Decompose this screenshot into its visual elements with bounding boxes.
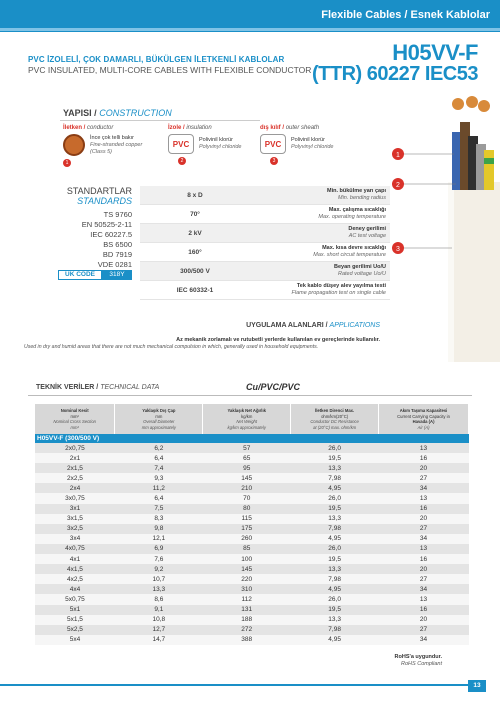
part-insulation [168, 125, 242, 165]
standards-heading-en: STANDARDS [77, 196, 132, 206]
part-outer-sheath [260, 125, 334, 165]
yellow-green-core [484, 150, 494, 190]
standard-item: EN 50525-2-11 [81, 220, 132, 229]
part-label [168, 125, 242, 131]
table-cell: 6,9 [115, 544, 203, 554]
part-text-tr: İnce çok telli bakır [90, 134, 135, 141]
table-cell: 7,5 [115, 504, 203, 514]
properties-table [140, 186, 390, 300]
part-label-en: conductor [87, 125, 114, 131]
table-cell: 3x1 [35, 504, 115, 514]
property-desc [250, 186, 390, 204]
table-cell: 13,3 [291, 514, 379, 524]
property-desc-tr: Deney gerilimi [348, 226, 386, 232]
table-cell: 19,5 [291, 554, 379, 564]
table-cell: 145 [203, 473, 291, 483]
applications-block [24, 322, 390, 350]
column-header-en: Net Weight [236, 419, 258, 424]
product-code-line2: (TTR) 60227 IEC53 [311, 63, 478, 85]
table-cell: 27 [379, 574, 469, 584]
table-cell: 10,8 [115, 615, 203, 625]
table-cell: 3x0,75 [35, 493, 115, 503]
table-cell: 6,2 [115, 443, 203, 453]
table-row [35, 473, 469, 483]
rohs-en: RoHS Compliant [401, 661, 442, 667]
product-code-line1: H05VV-F [392, 40, 478, 65]
table-cell: 13,3 [291, 463, 379, 473]
column-header-unit: Current Carrying Capacity in [397, 413, 450, 419]
group-row [35, 434, 469, 443]
property-desc-tr: Min. bükülme yarı çapı [327, 188, 386, 194]
applications-text-en: Used in dry and humid areas that there are not much mechanical compulsion in which, generally used in household equipments. [24, 344, 319, 350]
table-cell: 5x1,5 [35, 615, 115, 625]
green-stripe [484, 158, 494, 164]
cable-marker-3-label: 3 [396, 246, 400, 253]
applications-text-tr: Az mekanik zorlamalı ve rutubetli yerlerde kullanılan ev gereçlerinde kullanılır. [176, 337, 380, 343]
table-cell: 8,6 [115, 594, 203, 604]
table-cell: 4x1,5 [35, 564, 115, 574]
tech-data-title-tr: TEKNİK VERİLER / [36, 384, 99, 391]
property-desc-en: Max. short circuit temperature [313, 252, 386, 258]
column-header-tr: Yaklaşık Dış Çap [142, 408, 176, 413]
table-cell: 26,0 [291, 443, 379, 453]
column-header-tr: Akım Taşıma Kapasitesi [399, 408, 448, 413]
rohs-tr: RoHS'a uygundur. [394, 654, 442, 660]
table-cell: 3x2,5 [35, 524, 115, 534]
table-cell: 4x4 [35, 584, 115, 594]
standard-item: TS 9760 [103, 210, 132, 219]
table-cell: 4,95 [291, 584, 379, 594]
table-cell: 34 [379, 584, 469, 594]
standards-list [60, 210, 132, 270]
table-cell: 112 [203, 594, 291, 604]
property-value: 70° [190, 210, 200, 218]
property-desc [250, 243, 390, 261]
table-cell: 5x4 [35, 635, 115, 645]
table-cell: 4x1 [35, 554, 115, 564]
property-value: IEC 60332-1 [176, 286, 214, 294]
table-cell: 13 [379, 594, 469, 604]
product-description [28, 55, 318, 75]
part-label-en: insulation [186, 125, 212, 131]
applications-heading-en: APPLICATIONS [329, 322, 380, 329]
property-desc-tr: Tek kablo düşey alev yayılma testi [296, 283, 386, 289]
property-value: 300/500 V [180, 267, 210, 275]
column-header-unit: ohm/km(20°C) [321, 413, 349, 419]
property-desc-en: Min. bending radius [337, 195, 386, 201]
table-cell: 27 [379, 625, 469, 635]
table-cell: 4,95 [291, 635, 379, 645]
construction-heading-tr: YAPISI / [63, 108, 97, 118]
technical-data-table [35, 404, 469, 645]
copper-end-icon [466, 96, 478, 108]
table-cell: 80 [203, 504, 291, 514]
property-desc-en: Max. operating temperature [318, 214, 386, 220]
table-cell: 34 [379, 635, 469, 645]
table-cell: 4,95 [291, 534, 379, 544]
table-cell: 11,2 [115, 483, 203, 493]
part-text [291, 137, 334, 151]
column-header-en-unit: Air (A) [417, 424, 430, 430]
table-cell: 20 [379, 463, 469, 473]
property-desc-en: Rated voltage Uo/U [338, 271, 386, 277]
table-cell: 10,7 [115, 574, 203, 584]
table-cell: 2x2,5 [35, 473, 115, 483]
table-cell: 9,8 [115, 524, 203, 534]
column-header [379, 404, 469, 434]
column-header [115, 404, 203, 434]
standard-item: BS 6500 [103, 240, 132, 249]
table-cell: 19,5 [291, 605, 379, 615]
property-desc-en: Flame propagation test on single cable [291, 290, 386, 296]
column-header-unit: kg/km [241, 413, 253, 419]
table-cell: 3x4 [35, 534, 115, 544]
table-cell: 4x0,75 [35, 544, 115, 554]
property-value: 160° [188, 248, 202, 256]
part-text [90, 135, 142, 156]
part-label [63, 125, 142, 131]
part-label-en: outer sheath [285, 125, 320, 131]
property-row [140, 243, 390, 262]
column-header-tr: İletken Direnci Max. [315, 408, 355, 413]
material-label: Cu/PVC/PVC [246, 382, 301, 392]
property-desc-en: AC test voltage [348, 233, 386, 239]
property-row [140, 224, 390, 243]
table-cell: 13 [379, 493, 469, 503]
table-cell: 16 [379, 554, 469, 564]
table-cell: 27 [379, 524, 469, 534]
applications-heading [24, 322, 380, 329]
table-cell: 7,98 [291, 625, 379, 635]
table-cell: 6,4 [115, 453, 203, 463]
property-desc [250, 205, 390, 223]
column-header-unit: mm [155, 413, 163, 419]
table-row [35, 594, 469, 604]
table-cell: 9,2 [115, 564, 203, 574]
standard-item: VDE 0281 [97, 260, 132, 269]
table-cell: 188 [203, 615, 291, 625]
copper-end-icon [478, 100, 490, 112]
table-row [35, 554, 469, 564]
header-divider [0, 28, 500, 31]
cable-highlight [448, 182, 454, 362]
column-header-en: Overall Diameter [143, 419, 175, 424]
property-value: 8 x D [187, 191, 203, 199]
table-cell: 14,7 [115, 635, 203, 645]
table-cell: 310 [203, 584, 291, 594]
uk-code-value: 318Y [102, 270, 132, 280]
table-cell: 95 [203, 463, 291, 473]
part-number-badge: 1 [63, 159, 71, 167]
table-cell: 5x1 [35, 605, 115, 615]
part-text-en: Polyvinyl chloride [291, 144, 334, 150]
table-cell: 20 [379, 615, 469, 625]
column-header-tr: Nominal Kesit [60, 408, 89, 413]
column-header-tr: Yaklaşık Net Ağırlık [227, 408, 266, 413]
table-row [35, 493, 469, 503]
column-header-en: Nominal Cross Section [53, 419, 96, 424]
table-cell: 26,0 [291, 544, 379, 554]
property-desc-tr: Max. çalışma sıcaklığı [328, 207, 386, 213]
table-row [35, 524, 469, 534]
table-cell: 19,5 [291, 504, 379, 514]
table-cell: 5x2,5 [35, 625, 115, 635]
column-header-en-unit: kg/km approximately [227, 424, 266, 430]
uk-code-label: UK CODE [58, 270, 102, 280]
pvc-icon: PVC [168, 134, 194, 154]
column-header [203, 404, 291, 434]
page-number: 13 [468, 680, 486, 692]
table-cell: 19,5 [291, 453, 379, 463]
table-cell: 2x4 [35, 483, 115, 493]
table-cell: 12,7 [115, 625, 203, 635]
table-cell: 65 [203, 453, 291, 463]
property-desc [250, 262, 390, 280]
table-cell: 2x1 [35, 453, 115, 463]
table-cell: 2x1,5 [35, 463, 115, 473]
part-text-en-class: (Class 5) [90, 148, 113, 155]
table-cell: 34 [379, 534, 469, 544]
column-header-en-unit: mm approximately [141, 424, 176, 430]
part-text-tr: Polivinil klorür [199, 137, 233, 143]
group-label: H05VV-F (300/500 V) [35, 434, 469, 443]
property-desc [250, 281, 390, 299]
table-cell: 131 [203, 605, 291, 615]
applications-heading-tr: UYGULAMA ALANLARI / [246, 322, 328, 329]
table-row [35, 635, 469, 645]
table-row [35, 453, 469, 463]
table-cell: 145 [203, 564, 291, 574]
table-cell: 16 [379, 504, 469, 514]
property-row [140, 262, 390, 281]
copper-end-icon [452, 98, 464, 110]
product-code [312, 40, 478, 86]
tech-data-header [28, 378, 472, 396]
table-row [35, 584, 469, 594]
tech-data-title [36, 384, 159, 391]
property-value: 2 kV [188, 229, 202, 237]
column-header-en: Havada (A) [412, 419, 435, 424]
table-row [35, 605, 469, 615]
construction-divider [60, 120, 260, 121]
table-row [35, 514, 469, 524]
table-cell: 260 [203, 534, 291, 544]
table-cell: 13,3 [291, 564, 379, 574]
table-cell: 27 [379, 473, 469, 483]
property-desc-tr: Beyan gerilimi Uo/U [334, 264, 386, 270]
table-cell: 6,4 [115, 493, 203, 503]
table-row [35, 564, 469, 574]
table-cell: 16 [379, 453, 469, 463]
table-cell: 85 [203, 544, 291, 554]
table-cell: 26,0 [291, 493, 379, 503]
part-text-en: Fine-stranded copper [90, 141, 143, 148]
table-cell: 57 [203, 443, 291, 453]
cable-marker-1-label: 1 [396, 152, 400, 159]
standard-item: IEC 60227.5 [90, 230, 132, 239]
tech-data-title-en: TECHNICAL DATA [100, 384, 160, 391]
table-cell: 100 [203, 554, 291, 564]
part-body [260, 134, 334, 154]
uk-code-badge [58, 270, 132, 280]
cable-illustration [392, 92, 500, 362]
table-cell: 34 [379, 483, 469, 493]
property-desc-tr: Max. kısa devre sıcaklığı [322, 245, 386, 251]
table-cell: 13 [379, 443, 469, 453]
cable-marker-2-label: 2 [396, 182, 400, 189]
table-cell: 13,3 [115, 584, 203, 594]
column-header-en-unit: at (20°C) max. ohm/km [313, 424, 357, 430]
table-cell: 3x1,5 [35, 514, 115, 524]
standard-item: BD 7919 [102, 250, 132, 259]
table-cell: 175 [203, 524, 291, 534]
table-cell: 4x2,5 [35, 574, 115, 584]
column-header-en: Conductor DC Resistance [310, 419, 359, 424]
table-cell: 388 [203, 635, 291, 645]
table-row [35, 534, 469, 544]
table-cell: 5x0,75 [35, 594, 115, 604]
table-row [35, 625, 469, 635]
rohs-note [395, 654, 442, 668]
pvc-icon: PVC [260, 134, 286, 154]
part-label-tr: İzole / [168, 125, 185, 131]
table-cell: 7,98 [291, 524, 379, 534]
part-text [199, 137, 242, 151]
standards-heading-tr: STANDARTLAR [66, 186, 132, 196]
property-desc [250, 224, 390, 242]
footer-divider [0, 684, 470, 686]
construction-heading [63, 108, 172, 118]
table-cell: 2x0,75 [35, 443, 115, 453]
table-cell: 9,1 [115, 605, 203, 615]
property-row [140, 205, 390, 224]
table-cell: 20 [379, 514, 469, 524]
table-cell: 7,98 [291, 473, 379, 483]
table-cell: 13,3 [291, 615, 379, 625]
table-cell: 20 [379, 564, 469, 574]
table-row [35, 574, 469, 584]
table-row [35, 463, 469, 473]
table-row [35, 504, 469, 514]
table-cell: 70 [203, 493, 291, 503]
part-number-badge: 2 [178, 157, 186, 165]
construction-heading-en: CONSTRUCTION [99, 108, 172, 118]
table-cell: 115 [203, 514, 291, 524]
table-cell: 7,6 [115, 554, 203, 564]
description-en: PVC INSULATED, MULTI-CORE CABLES WITH FLEXIBLE CONDUCTOR [28, 65, 312, 75]
column-header-unit: mm² [70, 413, 79, 419]
column-header [35, 404, 115, 434]
part-number-badge: 3 [270, 157, 278, 165]
header-bar [0, 0, 500, 32]
table-cell: 272 [203, 625, 291, 635]
part-body [63, 134, 142, 156]
table-cell: 7,4 [115, 463, 203, 473]
column-header [291, 404, 379, 434]
table-header-row [35, 404, 469, 434]
copper-conductor-icon [63, 134, 85, 156]
description-tr: PVC İZOLELİ, ÇOK DAMARLI, BÜKÜLGEN İLETKENLİ KABLOLAR [28, 55, 285, 64]
category-title: Flexible Cables / Esnek Kablolar [321, 9, 490, 21]
property-row [140, 281, 390, 300]
property-row [140, 186, 390, 205]
table-cell: 12,1 [115, 534, 203, 544]
table-cell: 9,3 [115, 473, 203, 483]
table-row [35, 483, 469, 493]
table-cell: 220 [203, 574, 291, 584]
column-header-en-unit: mm² [70, 424, 79, 430]
table-cell: 16 [379, 605, 469, 615]
table-row [35, 443, 469, 453]
table-cell: 13 [379, 544, 469, 554]
table-row [35, 544, 469, 554]
part-label-tr: İletken / [63, 125, 86, 131]
part-body [168, 134, 242, 154]
table-cell: 8,3 [115, 514, 203, 524]
table-cell: 7,98 [291, 574, 379, 584]
table-cell: 4,95 [291, 483, 379, 493]
part-label [260, 125, 334, 131]
part-conductor [63, 125, 142, 167]
part-text-tr: Polivinil klorür [291, 137, 325, 143]
table-cell: 26,0 [291, 594, 379, 604]
part-label-tr: dış kılıf / [260, 125, 285, 131]
table-cell: 210 [203, 483, 291, 493]
part-text-en: Polyvinyl chloride [199, 144, 242, 150]
table-row [35, 615, 469, 625]
cable-sheath [448, 182, 500, 362]
standards-block [60, 186, 132, 270]
